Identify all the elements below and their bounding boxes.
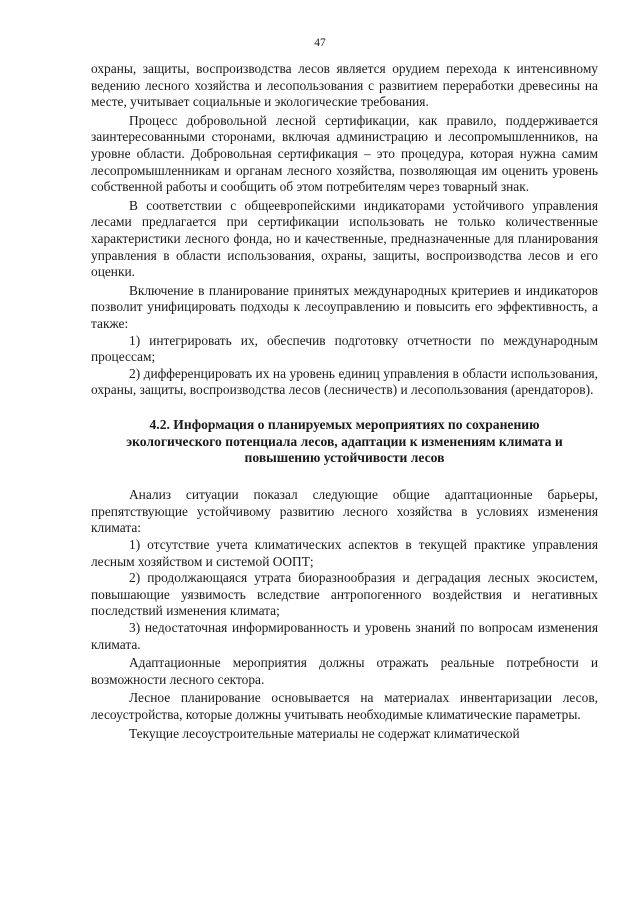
paragraph: Процесс добровольной лесной сертификации, как правило, поддерживается заинтересованными сторонами, включая администрацию и лесопромышленников, на уровне области. Добровольная сертификация – это процедура, которая нужна самим лесопромышленникам и органам лесного хозяйства, позволяющая им оценить уровень собственной работы и сообщить об этом потребителям через товарный знак. bbox=[91, 112, 598, 195]
section-heading: 4.2. Информация о планируемых мероприятиях по сохранению экологического потенциала лесов, адаптации к изменениям климата и повышению устойчивости лесов bbox=[126, 416, 563, 466]
list-item: 1) отсутствие учета климатических аспектов в текущей практике управления лесным хозяйством и системой ООПТ; bbox=[91, 537, 598, 569]
list-item: 3) недостаточная информированность и уровень знаний по вопросам изменения климата. bbox=[91, 620, 598, 652]
list-item: 1) интегрировать их, обеспечив подготовку отчетности по международным процессам; bbox=[91, 332, 598, 365]
page-body bbox=[91, 61, 598, 742]
paragraph: В соответствии с общеевропейскими индикаторами устойчивого управления лесами предлагается при сертификации использовать не только количественные характеристики лесного фонда, но и качественные, предназначенные для планирования управления в области использования, охраны, защиты, воспроизводства лесов и его оценки. bbox=[91, 197, 598, 280]
paragraph: Лесное планирование основывается на материалах инвентаризации лесов, лесоустройства, которые должны учитывать необходимые климатические параметры. bbox=[91, 690, 598, 722]
paragraph: Анализ ситуации показал следующие общие адаптационные барьеры, препятствующие устойчивому развитию лесного хозяйства в условиях изменения климата: bbox=[91, 487, 598, 536]
list-item: 2) продолжающаяся утрата биоразнообразия и деградация лесных экосистем, повышающие уязвимость вследствие антропогенного воздействия и негативных последствий изменения климата; bbox=[91, 570, 598, 619]
page-number: 47 bbox=[314, 37, 326, 49]
paragraph: охраны, защиты, воспроизводства лесов является орудием перехода к интенсивному ведению лесного хозяйства и лесопользования с развитием переработки древесины на месте, учитывает социальные и экологические требования. bbox=[91, 61, 598, 110]
paragraph: Включение в планирование принятых международных критериев и индикаторов позволит унифицировать подходы к лесоуправлению и повысить его эффективность, а также: bbox=[91, 282, 598, 331]
list-item: 2) дифференцировать их на уровень единиц управления в области использования, охраны, защиты, воспроизводства лесов (лесничеств) и лесопользования (арендаторов). bbox=[91, 365, 598, 398]
paragraph: Адаптационные мероприятия должны отражать реальные потребности и возможности лесного сектора. bbox=[91, 655, 598, 687]
paragraph: Текущие лесоустроительные материалы не содержат климатической bbox=[129, 725, 520, 741]
